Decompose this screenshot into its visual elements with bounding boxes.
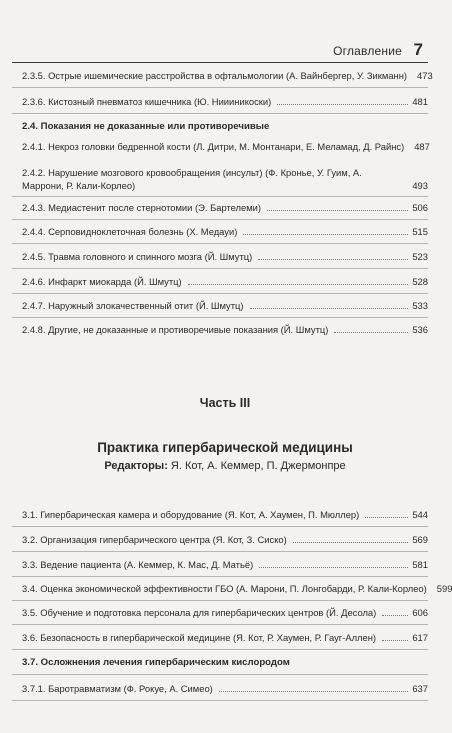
entry-page: 487 (414, 141, 430, 152)
entry-number: 3.2. (22, 534, 38, 545)
dot-leader (365, 517, 408, 518)
entry-title: Гипербарическая камера и оборудование (Я. Кот, А. Хаумен, П. Мюллер) (40, 509, 360, 520)
toc-entry[interactable] (22, 70, 433, 83)
entry-separator (12, 87, 428, 88)
entry-page: 506 (412, 202, 428, 213)
entry-page: 523 (412, 251, 428, 262)
dot-leader (382, 640, 408, 641)
dot-leader (258, 259, 408, 260)
toc-entry[interactable] (22, 559, 428, 572)
dot-leader (243, 234, 408, 235)
entry-separator (12, 576, 428, 577)
entry-number: 3.1. (22, 509, 38, 520)
toc-entry[interactable] (22, 202, 428, 215)
running-head-title: Оглавление (333, 44, 402, 58)
part-title: Часть III (199, 396, 251, 410)
entry-number: 3.3. (22, 559, 38, 570)
dot-leader (188, 284, 409, 285)
dot-leader (250, 308, 409, 309)
section-heading: 3.7. Осложнения лечения гипербарическим кислородом (22, 657, 290, 668)
entry-page: 533 (412, 300, 428, 311)
entry-separator (12, 293, 428, 294)
entry-title: Кистозный пневматоз кишечника (Ю. Ниииникоски) (48, 96, 272, 107)
entry-separator (12, 600, 428, 601)
entry-separator (12, 674, 428, 675)
toc-entry[interactable] (22, 583, 452, 596)
dot-leader (334, 332, 408, 333)
entry-title: Серповидноклеточная болезнь (Х. Медауи) (48, 226, 238, 237)
entry-separator (12, 624, 428, 625)
entry-title: Наружный злокачественный отит (Й. Шмутц) (48, 300, 244, 311)
entry-page: 637 (412, 683, 428, 694)
entry-page: 599 (436, 583, 452, 594)
entry-title: Острые ишемические расстройства в офтальмологии (А. Вайнбергер, У. Зикманн) (48, 70, 408, 81)
entry-title: Другие, не доказанные и противоречивые показания (Й. Шмутц) (48, 324, 329, 335)
entry-title: Некроз головки бедренной кости (Л. Дитри, М. Монтанари, Е. Меламад, Д. Райнс) (48, 141, 405, 152)
entry-title: Ведение пациента (А. Кеммер, К. Мас, Д. Матьё) (40, 559, 254, 570)
part-editors (0, 460, 450, 472)
entry-page: 473 (417, 70, 433, 81)
entry-separator (12, 649, 428, 650)
entry-number: 2.4.1. (22, 141, 46, 152)
entry-title: Организация гипербарического центра (Я. Кот, З. Сиско) (40, 534, 287, 545)
entry-number: 2.4.3. (22, 202, 46, 213)
entry-page: 569 (412, 534, 428, 545)
entry-separator (12, 317, 428, 318)
toc-entry[interactable] (22, 607, 428, 620)
entry-number: 3.7.1. (22, 683, 46, 694)
toc-entry[interactable] (22, 96, 428, 109)
entry-title: Травма головного и спинного мозга (Й. Шмутц) (48, 251, 253, 262)
entry-number: 2.4.8. (22, 324, 46, 335)
toc-entry[interactable] (22, 509, 428, 522)
dot-leader (267, 210, 408, 211)
dot-leader (219, 691, 409, 692)
toc-entry[interactable] (22, 141, 428, 154)
header-rule (12, 62, 428, 63)
entry-page: 544 (412, 509, 428, 520)
toc-entry[interactable] (22, 300, 428, 313)
dot-leader (382, 615, 408, 616)
toc-entry[interactable] (22, 276, 428, 289)
toc-entry[interactable] (22, 167, 428, 193)
entry-number: 2.4.4. (22, 226, 46, 237)
toc-entry[interactable] (22, 683, 428, 696)
entry-title: Медиастенит после стернотомии (Э. Бартелеми) (48, 202, 262, 213)
entry-number: 2.3.5. (22, 70, 46, 81)
entry-page: 606 (412, 607, 428, 618)
editors-names: Я. Кот, А. Кеммер, П. Джермонпре (170, 460, 346, 472)
entry-page: 481 (412, 96, 428, 107)
entry-title: Обучение и подготовка персонала для гипербарических центров (Й. Десола) (40, 607, 377, 618)
toc-entry[interactable] (22, 632, 428, 645)
section-heading: 2.4. Показания не доказанные или противоречивые (22, 121, 270, 132)
running-head (0, 0, 450, 70)
part-subtitle: Практика гипербарической медицины (97, 440, 353, 455)
dot-leader (293, 542, 409, 543)
entry-separator (12, 268, 428, 269)
entry-number: 3.5. (22, 607, 38, 618)
entry-title: Безопасность в гипербарической медицине (Я. Кот, Р. Хаумен, Р. Гауг-Аллен) (40, 632, 377, 643)
toc-entry[interactable] (22, 251, 428, 264)
toc-entry[interactable] (22, 534, 428, 547)
page-number: 7 (413, 40, 423, 59)
toc-entry[interactable] (22, 226, 428, 239)
entry-number: 3.6. (22, 632, 38, 643)
entry-separator (12, 526, 428, 527)
entry-title: Нарушение мозгового кровообращения (инсульт) (Ф. Кроньe, У. Гуим, А. Маррони, Р. Кали-Корлео) (22, 167, 362, 191)
editors-label: Редакторы: (104, 460, 168, 472)
entry-title: Инфаркт миокарда (Й. Шмутц) (48, 276, 182, 287)
entry-title: Баротравматизм (Ф. Рокуе, А. Симео) (48, 683, 213, 694)
entry-page: 581 (412, 559, 428, 570)
entry-separator (12, 700, 428, 701)
entry-title: Оценка экономической эффективности ГБО (А. Марони, П. Лонгобарди, Р. Кали-Корлео) (40, 583, 427, 594)
entry-number: 2.4.5. (22, 251, 46, 262)
entry-number: 2.4.7. (22, 300, 46, 311)
entry-separator (12, 196, 428, 197)
entry-separator (12, 113, 428, 114)
entry-separator (12, 243, 428, 244)
entry-page: 536 (412, 324, 428, 335)
entry-number: 2.3.6. (22, 96, 46, 107)
toc-entry[interactable] (22, 324, 428, 337)
entry-page: 515 (412, 226, 428, 237)
entry-page: 528 (412, 276, 428, 287)
entry-separator (12, 551, 428, 552)
dot-leader (259, 567, 408, 568)
entry-number: 2.4.2. (22, 167, 46, 178)
entry-separator (12, 219, 428, 220)
dot-leader (277, 104, 408, 105)
entry-number: 3.4. (22, 583, 38, 594)
entry-number: 2.4.6. (22, 276, 46, 287)
entry-page: 617 (412, 632, 428, 643)
entry-page: 493 (412, 179, 428, 191)
